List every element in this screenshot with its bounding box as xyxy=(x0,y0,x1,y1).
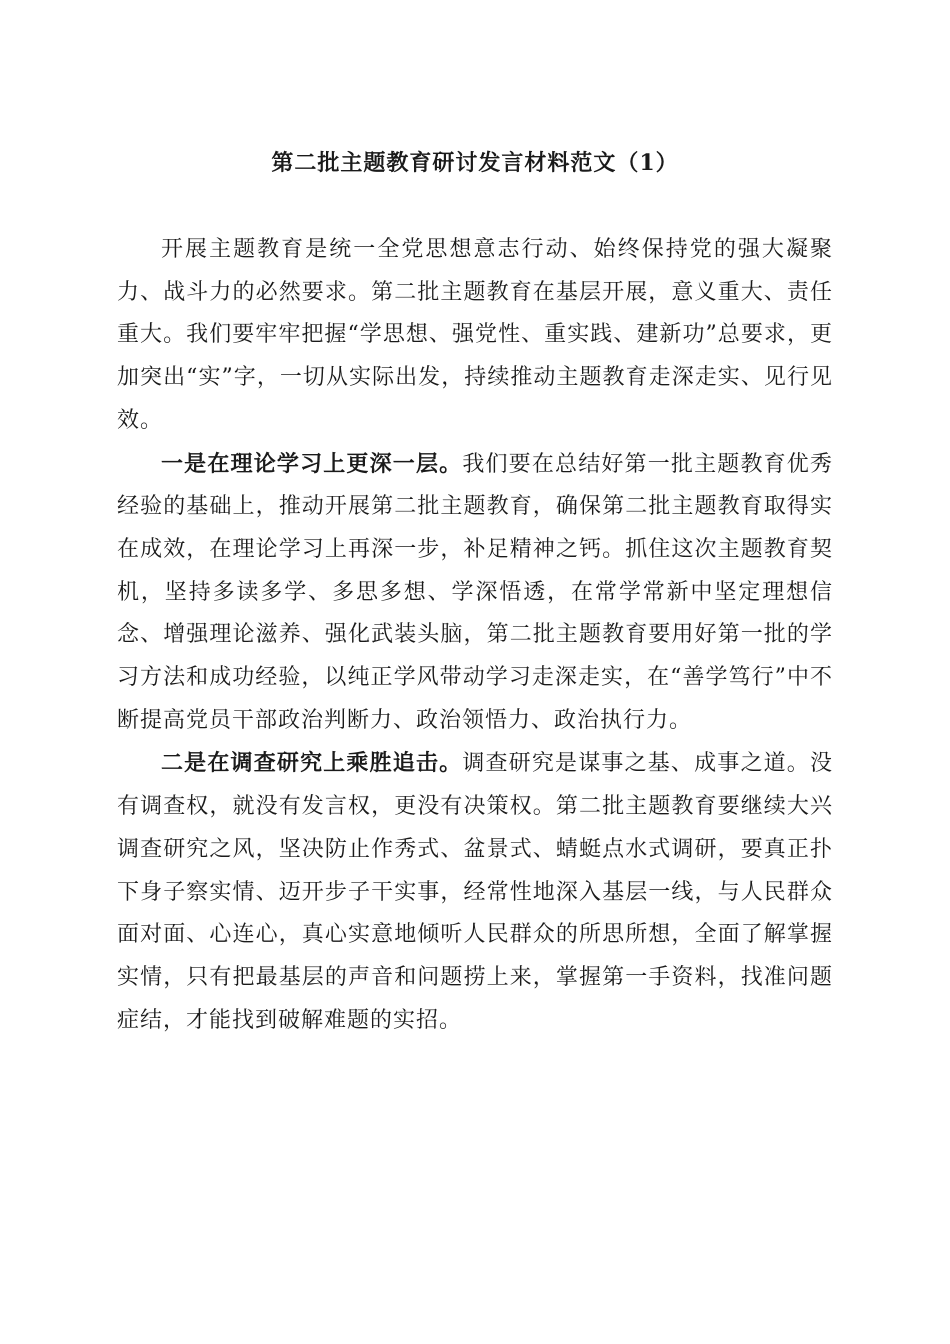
section-lead-2: 二是在调查研究上乘胜追击。 xyxy=(161,750,463,777)
section-paragraph-2 xyxy=(117,742,833,1042)
document-title: 第二批主题教育研讨发言材料范文（1） xyxy=(271,150,679,176)
document-body xyxy=(117,229,833,1042)
section-text-2: 调查研究是谋事之基、成事之道。没有调查权，就没有发言权，更没有决策权。第二批主题教育要继续大兴调查研究之风，坚决防止作秀式、盆景式、蜻蜓点水式调研，要真正扑下身子察实情、迈开步子干实事，经常性地深入基层一线，与人民群众面对面、心连心，真心实意地倾听人民群众的所思所想，全面了解掌握实情，只有把最基层的声音和问题捞上来，掌握第一手资料，找准问题症结，才能找到破解难题的实招。 xyxy=(117,751,833,1033)
section-text-1: 我们要在总结好第一批主题教育优秀经验的基础上，推动开展第二批主题教育，确保第二批主题教育取得实在成效，在理论学习上再深一步，补足精神之钙。抓住这次主题教育契机，坚持多读多学、多思多想、学深悟透，在常学常新中坚定理想信念、增强理论滋养、强化武装头脑，第二批主题教育要用好第一批的学习方法和成功经验，以纯正学风带动学习走深走实，在“善学笃行”中不断提高党员干部政治判断力、政治领悟力、政治执行力。 xyxy=(117,451,833,733)
intro-paragraph: 开展主题教育是统一全党思想意志行动、始终保持党的强大凝聚力、战斗力的必然要求。第二批主题教育在基层开展，意义重大、责任重大。我们要牢牢把握“学思想、强党性、重实践、建新功”总要求，更加突出“实”字，一切从实际出发，持续推动主题教育走深走实、见行见效。 xyxy=(117,237,833,433)
section-lead-1: 一是在理论学习上更深一层。 xyxy=(161,450,463,477)
section-paragraph-1 xyxy=(117,443,833,743)
